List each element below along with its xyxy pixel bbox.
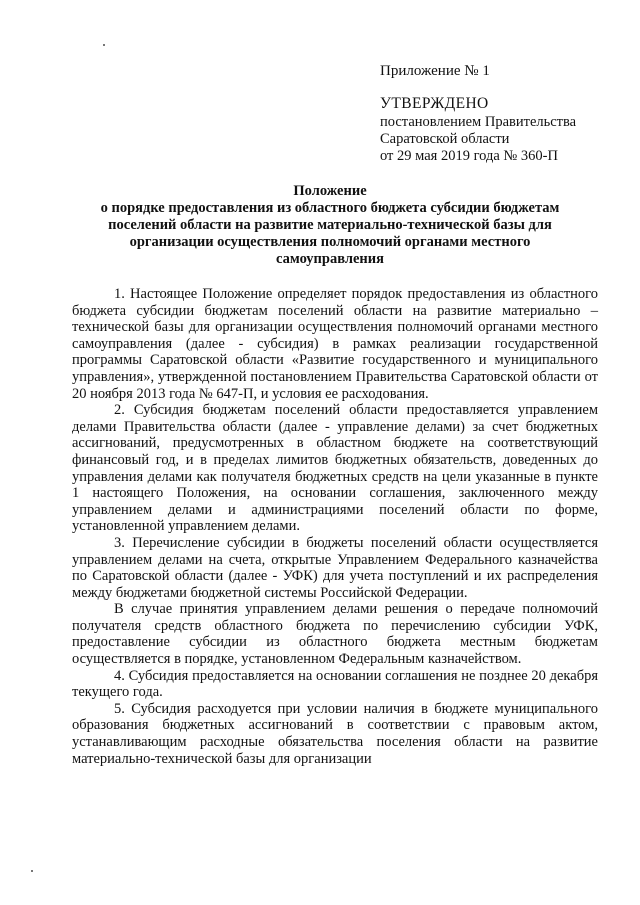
approved-line: от 29 мая 2019 года № 360-П	[380, 148, 558, 164]
paragraph-1: 1. Настоящее Положение определяет порядок предоставления из областного бюджета субсидии бюджетам поселений области на развитие материально – технической базы для организации осуществления полномочий органами местного самоуправления (далее - субсидия) в рамках реализации государственной программы Саратовской области «Развитие государственного и муниципального управления», утвержденной постановлением Правительства Саратовской области от 20 ноября 2013 года № 647-П, и условия ее расходования.	[72, 286, 598, 402]
title-line: поселений области на развитие материально-технической базы для	[108, 217, 552, 233]
document-body	[72, 286, 598, 767]
approved-title: УТВЕРЖДЕНО	[380, 95, 489, 112]
paragraph-5: 5. Субсидия расходуется при условии наличия в бюджете муниципального образования бюджетных ассигнований в соответствии с правовым актом, устанавливающим расходные обязательства поселения области на развитие материально-технической базы для организации	[72, 700, 598, 767]
approved-line: Саратовской области	[380, 131, 510, 147]
approval-block	[380, 95, 576, 165]
paragraph-3-continued: В случае принятия управлением делами решения о передаче полномочий получателя средств областного бюджета по перечислению субсидии УФК, предоставление субсидии из областного бюджета местным бюджетам осуществляется в порядке, установленном Федеральным казначейством.	[72, 601, 598, 668]
document-title	[70, 183, 590, 268]
title-line: Положение	[293, 183, 367, 199]
title-line: о порядке предоставления из областного бюджета субсидии бюджетам	[100, 200, 560, 216]
title-line: организации осуществления полномочий органами местного	[129, 234, 531, 250]
scan-speck	[103, 44, 105, 46]
paragraph-2: 2. Субсидия бюджетам поселений области предоставляется управлением делами Правительства области (далее - управление делами) за счет бюджетных ассигнований, предусмотренных в областном бюджете на соответствующий финансовый год, и в пределах лимитов бюджетных обязательств, доведенных до управления делами как получателя бюджетных средств на цели указанные в пункте 1 настоящего Положения, на основании соглашения, заключенного между управлением делами и администрациями поселений области по форме, установленной управлением делами.	[72, 402, 598, 535]
appendix-label: Приложение № 1	[380, 63, 490, 79]
paragraph-3: 3. Перечисление субсидии в бюджеты поселений области осуществляется управлением делами на счета, открытые Управлением Федерального казначейства по Саратовской области (далее - УФК) для учета поступлений и их распределения между бюджетами бюджетной системы Российской Федерации.	[72, 534, 598, 601]
approved-line: постановлением Правительства	[380, 114, 577, 130]
scan-speck	[31, 870, 33, 872]
paragraph-4: 4. Субсидия предоставляется на основании соглашения не позднее 20 декабря текущего года.	[72, 667, 598, 701]
title-line: самоуправления	[276, 251, 384, 267]
